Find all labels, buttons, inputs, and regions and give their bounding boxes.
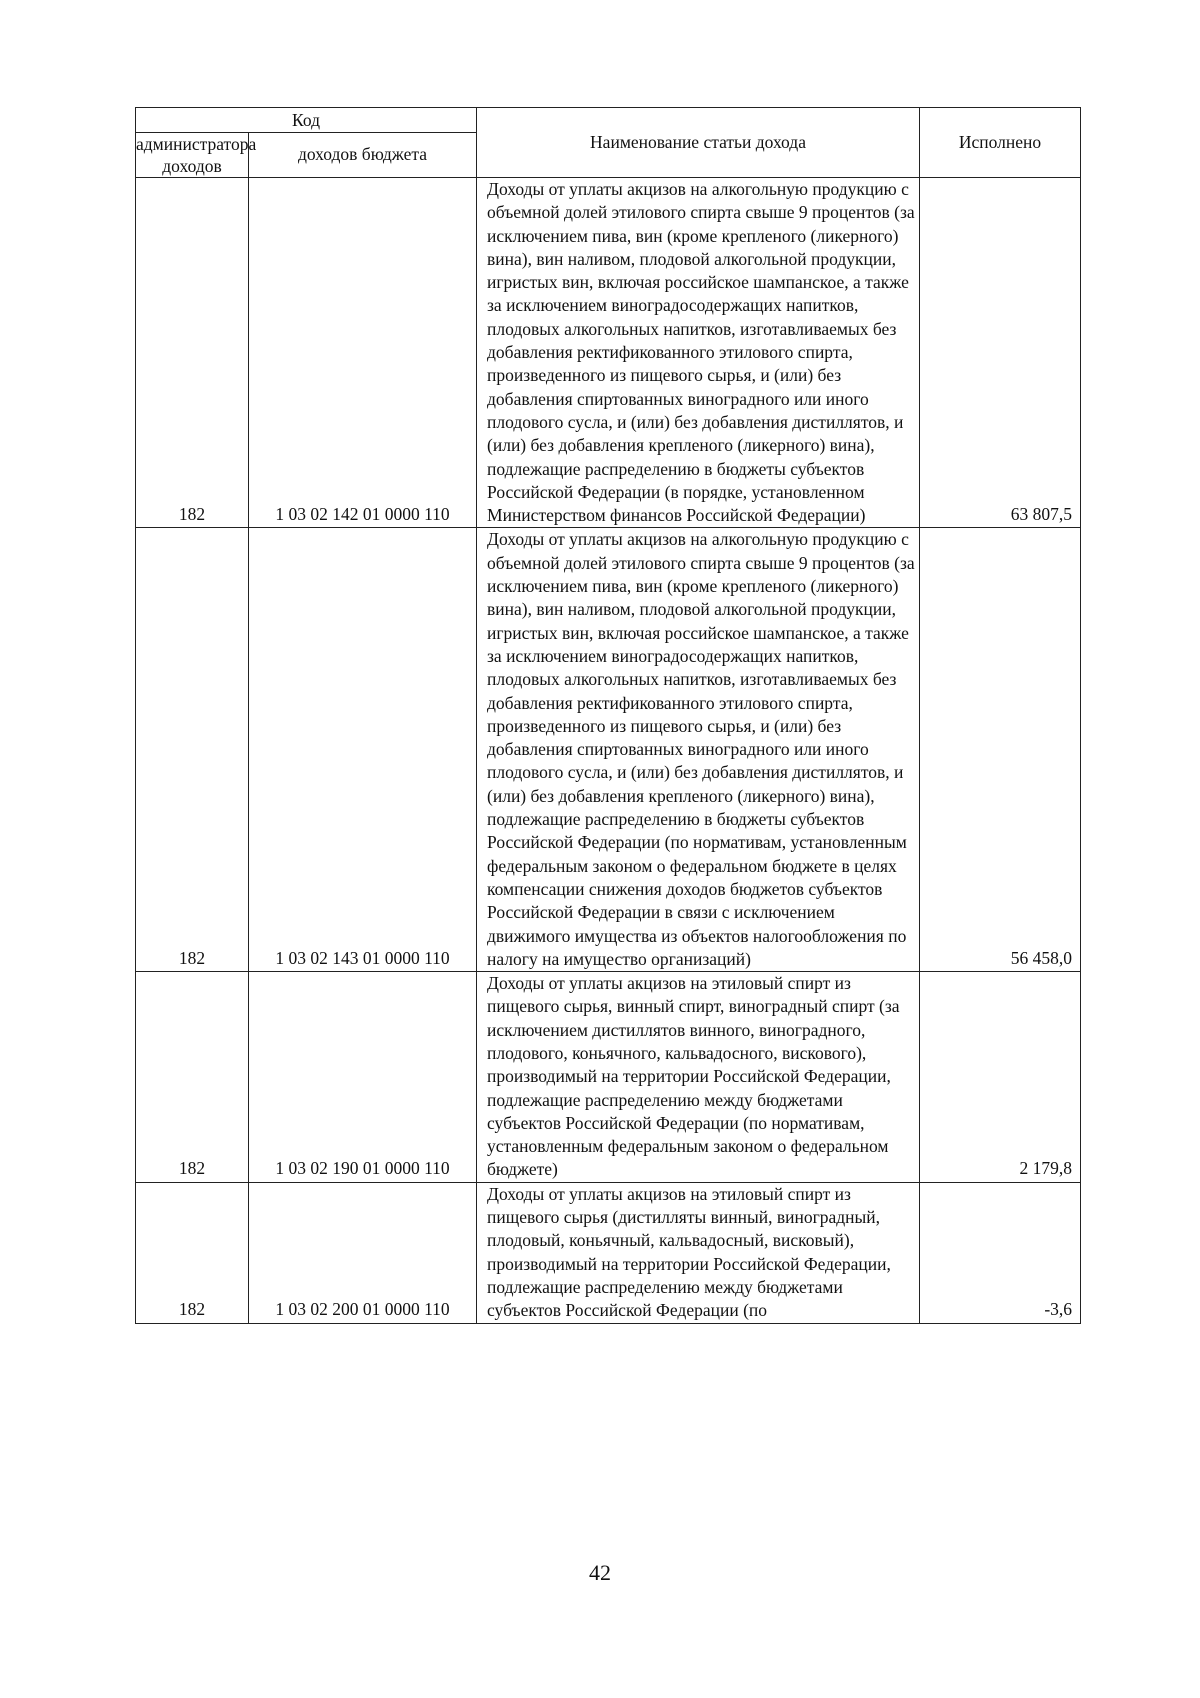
table-row [136, 972, 1081, 1183]
executed-amount: 56 458,0 [920, 528, 1081, 972]
admin-code: 182 [136, 972, 249, 1183]
admin-code: 182 [136, 1182, 249, 1323]
income-name: Доходы от уплаты акцизов на алкогольную продукцию с объемной долей этилового спирта свыше 9 процентов (за исключением пива, вин (кроме крепленого (ликерного) вина), вин наливом, плодовой алкогольной продукции, игристых вин, включая российское шампанское, а также за исключением виноградосодержащих напитков, плодовых алкогольных напитков, изготавливаемых без добавления ректификованного этилового спирта, произведенного из пищевого сырья, и (или) без добавления спиртованных виноградного или иного плодового сусла, и (или) без добавления дистиллятов, и (или) без добавления крепленого (ликерного) вина), подлежащие распределению в бюджеты субъектов Российской Федерации (в порядке, установленном Министерством финансов Российской Федерации) [477, 178, 920, 528]
income-code: 1 03 02 142 01 0000 110 [249, 178, 477, 528]
income-table [135, 107, 1081, 1324]
page-number: 42 [589, 1560, 611, 1585]
header-income-name: Наименование статьи дохода [477, 108, 920, 178]
admin-code: 182 [136, 528, 249, 972]
header-budget-income: доходов бюджета [249, 133, 477, 178]
executed-amount: 63 807,5 [920, 178, 1081, 528]
income-name: Доходы от уплаты акцизов на алкогольную продукцию с объемной долей этилового спирта свыше 9 процентов (за исключением пива, вин (кроме крепленого (ликерного) вина), вин наливом, плодовой алкогольной продукции, игристых вин, включая российское шампанское, а также за исключением виноградосодержащих напитков, плодовых алкогольных напитков, изготавливаемых без добавления ректификованного этилового спирта, произведенного из пищевого сырья, и (или) без добавления спиртованных виноградного или иного плодового сусла, и (или) без добавления дистиллятов, и (или) без добавления крепленого (ликерного) вина), подлежащие распределению в бюджеты субъектов Российской Федерации (по нормативам, установленным федеральным законом о федеральном бюджете в целях компенсации снижения доходов бюджетов субъектов Российской Федерации в связи с исключением движимого имущества из объектов налогообложения по налогу на имущество организаций) [477, 528, 920, 972]
header-executed: Исполнено [920, 108, 1081, 178]
income-code: 1 03 02 143 01 0000 110 [249, 528, 477, 972]
admin-code: 182 [136, 178, 249, 528]
table-row [136, 178, 1081, 528]
header-row-1 [136, 108, 1081, 133]
income-name: Доходы от уплаты акцизов на этиловый спирт из пищевого сырья (дистилляты винный, виноградный, плодовый, коньячный, кальвадосный, висковый), производимый на территории Российской Федерации, подлежащие распределению между бюджетами субъектов Российской Федерации (по [477, 1182, 920, 1323]
header-admin: администратора доходов [136, 134, 257, 176]
income-name: Доходы от уплаты акцизов на этиловый спирт из пищевого сырья, винный спирт, виноградный спирт (за исключением дистиллятов винного, виноградного, плодового, коньячного, кальвадосного, вискового), производимый на территории Российской Федерации, подлежащие распределению между бюджетами субъектов Российской Федерации (по нормативам, установленным федеральным законом о федеральном бюджете) [477, 972, 920, 1183]
header-code-group: Код [136, 108, 477, 133]
executed-amount: -3,6 [920, 1182, 1081, 1323]
table-row [136, 528, 1081, 972]
income-code: 1 03 02 190 01 0000 110 [249, 972, 477, 1183]
executed-amount: 2 179,8 [920, 972, 1081, 1183]
table-row [136, 1182, 1081, 1323]
income-code: 1 03 02 200 01 0000 110 [249, 1182, 477, 1323]
